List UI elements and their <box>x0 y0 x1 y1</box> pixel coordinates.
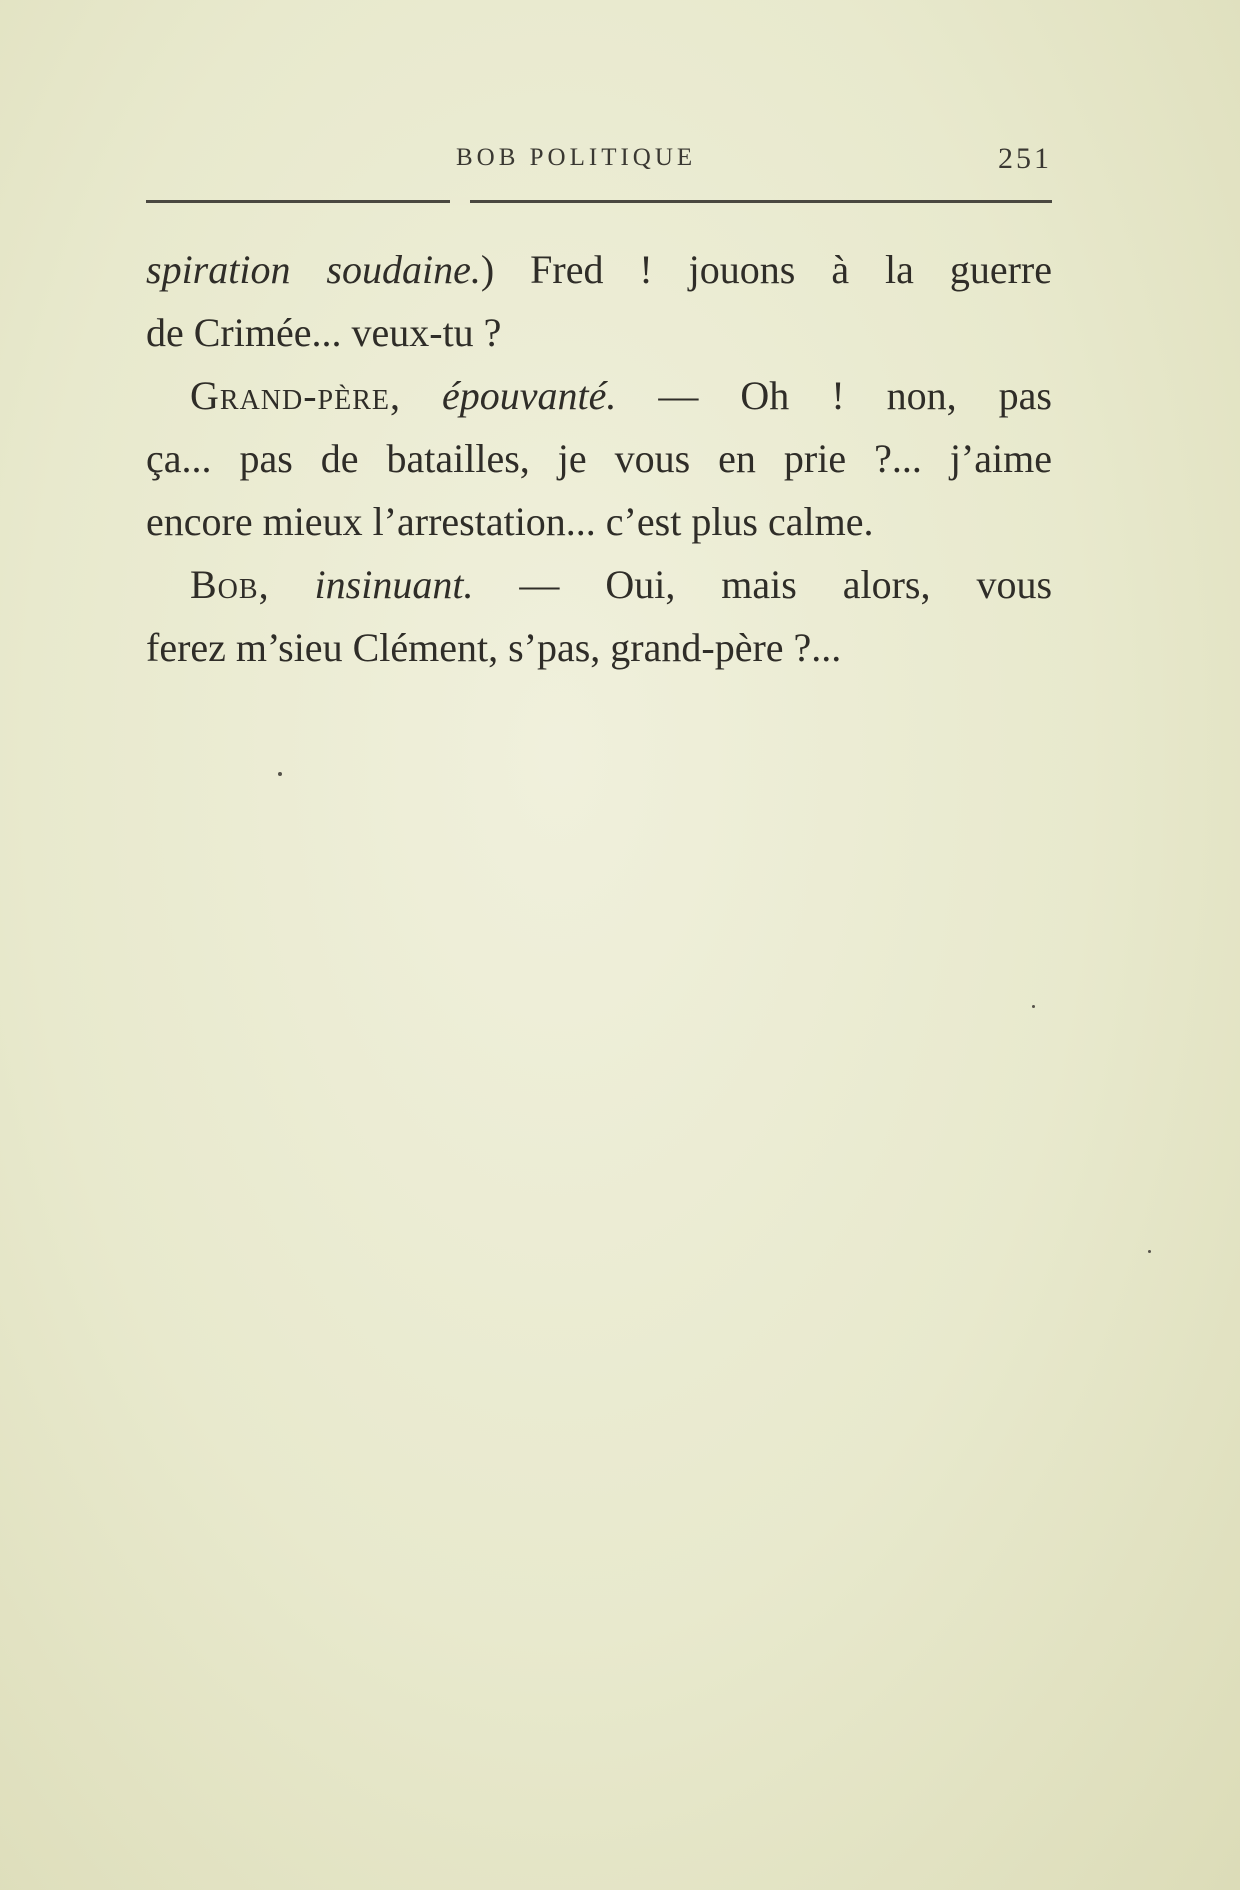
speaker-separator: , <box>390 373 443 418</box>
dialogue-text: ) Fred ! jouons à la guerre <box>480 247 1052 292</box>
body-text <box>146 238 1052 679</box>
paragraph-1-line-1 <box>146 238 1052 301</box>
speaker-separator: , <box>258 562 315 607</box>
paragraph-3-line-2: ferez m’sieu Clément, s’pas, grand-père ?... <box>146 625 842 670</box>
paper-speck <box>278 772 282 776</box>
paragraph-3-line-1 <box>146 553 1052 616</box>
speaker-name: Grand-père <box>190 373 390 418</box>
running-head <box>146 140 1052 180</box>
stage-direction: épouvanté. <box>442 373 617 418</box>
paper-speck <box>1148 1250 1151 1253</box>
stage-direction: insinuant. <box>314 562 474 607</box>
header-rule <box>146 200 1052 203</box>
paragraph-2-line-3: encore mieux l’arrestation... c’est plus calme. <box>146 499 874 544</box>
header-rule-gap <box>450 197 470 205</box>
running-title: BOB POLITIQUE <box>456 144 697 171</box>
page-number: 251 <box>998 142 1052 175</box>
paragraph-2-line-2: ça... pas de batailles, je vous en prie ?... j’aime <box>146 436 1052 481</box>
paragraph-2-line-1 <box>146 364 1052 427</box>
speaker-name: Bob <box>190 562 259 607</box>
dialogue-text: — Oui, mais alors, vous <box>473 562 1053 607</box>
paragraph-1-line-2: de Crimée... veux-tu ? <box>146 310 502 355</box>
stage-direction: spiration soudaine. <box>146 247 481 292</box>
dialogue-text: — Oh ! non, pas <box>616 373 1052 418</box>
paper-speck <box>1032 1005 1035 1008</box>
